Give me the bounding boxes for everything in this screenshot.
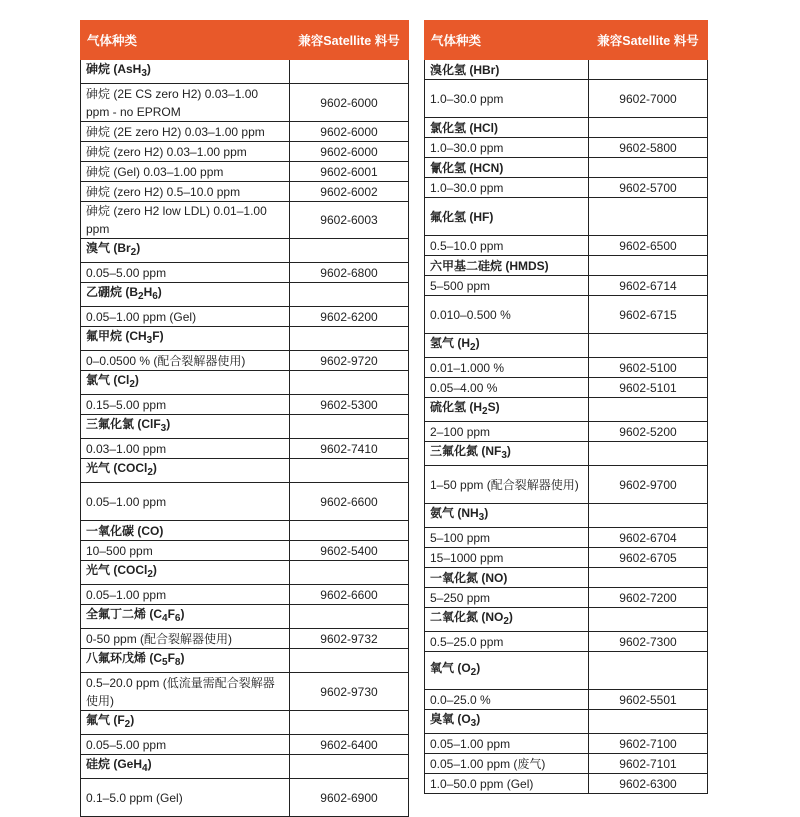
gas-range-cell: 1–50 ppm (配合裂解器使用) bbox=[425, 466, 589, 504]
gas-group-row bbox=[425, 398, 708, 422]
gas-name-cell bbox=[81, 60, 290, 84]
gas-name-cell bbox=[81, 371, 290, 395]
part-number-cell: 9602-7100 bbox=[589, 734, 708, 754]
part-number-cell: 9602-7000 bbox=[589, 80, 708, 118]
part-number-cell: 9602-5101 bbox=[589, 378, 708, 398]
part-number-cell: 9602-6800 bbox=[290, 263, 409, 283]
gas-name-text: 氯气 (Cl bbox=[86, 373, 130, 387]
gas-group-row bbox=[425, 198, 708, 236]
gas-name-cell bbox=[425, 118, 589, 138]
gas-range-row bbox=[81, 84, 409, 122]
gas-range-row bbox=[81, 395, 409, 415]
part-number-cell bbox=[290, 561, 409, 585]
header-gas-type: 气体种类 bbox=[81, 21, 290, 60]
gas-name-text: 硫化氢 (H bbox=[430, 400, 482, 414]
part-number-cell bbox=[290, 711, 409, 735]
gas-range-cell: 1.0–30.0 ppm bbox=[425, 80, 589, 118]
gas-name-text: 氟化氢 (HF) bbox=[430, 209, 494, 224]
gas-range-row bbox=[81, 142, 409, 162]
gas-name-cell bbox=[425, 398, 589, 422]
gas-name-text: H bbox=[143, 285, 153, 299]
gas-name-cell bbox=[81, 521, 290, 541]
gas-range-row bbox=[81, 673, 409, 711]
gas-name-text: 一氧化氮 (NO) bbox=[430, 570, 508, 585]
gas-range-row bbox=[81, 122, 409, 142]
gas-group-row bbox=[81, 649, 409, 673]
gas-range-cell: 1.0–30.0 ppm bbox=[425, 138, 589, 158]
gas-name-text: F bbox=[167, 651, 175, 665]
gas-group-row bbox=[425, 442, 708, 466]
part-number-cell bbox=[589, 60, 708, 80]
part-number-cell bbox=[290, 415, 409, 439]
part-number-cell: 9602-7300 bbox=[589, 632, 708, 652]
gas-group-row bbox=[425, 118, 708, 138]
gas-range-cell: 5–100 ppm bbox=[425, 528, 589, 548]
part-number-cell: 9602-6705 bbox=[589, 548, 708, 568]
part-number-cell: 9602-5800 bbox=[589, 138, 708, 158]
formula-subscript: 4 bbox=[142, 763, 148, 774]
gas-name-text: 砷烷 (AsH bbox=[86, 62, 142, 76]
gas-name-text: 溴化氢 (HBr) bbox=[430, 62, 500, 77]
gas-range-row bbox=[81, 182, 409, 202]
gas-range-cell: 砷烷 (2E zero H2) 0.03–1.00 ppm bbox=[81, 122, 290, 142]
formula-subscript: 2 bbox=[124, 719, 131, 730]
part-number-cell bbox=[290, 239, 409, 263]
gas-name-text: ) bbox=[134, 373, 139, 387]
gas-range-cell: 0.03–1.00 ppm bbox=[81, 439, 290, 459]
gas-range-row bbox=[81, 439, 409, 459]
header-gas-type: 气体种类 bbox=[425, 21, 589, 60]
gas-range-row bbox=[81, 202, 409, 239]
gas-name-text: ) bbox=[166, 417, 171, 431]
formula-subscript: 2 bbox=[138, 291, 144, 302]
gas-range-cell: 0.5–20.0 ppm (低流量需配合裂解器使用) bbox=[81, 673, 290, 711]
part-number-cell: 9602-6000 bbox=[290, 122, 409, 142]
gas-range-row bbox=[81, 162, 409, 182]
gas-name-cell bbox=[81, 711, 290, 735]
gas-range-row bbox=[425, 422, 708, 442]
part-number-cell bbox=[290, 521, 409, 541]
gas-range-cell: 0.010–0.500 % bbox=[425, 296, 589, 334]
gas-range-cell: 0–0.0500 % (配合裂解器使用) bbox=[81, 351, 290, 371]
part-number-cell: 9602-5400 bbox=[290, 541, 409, 561]
part-number-cell bbox=[290, 605, 409, 629]
gas-range-cell: 1.0–50.0 ppm (Gel) bbox=[425, 774, 589, 794]
gas-name-text: ) bbox=[130, 713, 135, 727]
part-number-cell: 9602-6200 bbox=[290, 307, 409, 327]
formula-subscript: 2 bbox=[503, 616, 509, 627]
part-number-cell bbox=[589, 198, 708, 236]
gas-range-row bbox=[425, 528, 708, 548]
gas-range-row bbox=[425, 178, 708, 198]
gas-name-text: 硅烷 (GeH bbox=[86, 757, 143, 771]
gas-name-text: 八氟环戊烯 (C bbox=[86, 651, 162, 665]
part-number-cell: 9602-9720 bbox=[290, 351, 409, 371]
gas-name-cell bbox=[425, 158, 589, 178]
gas-range-cell: 10–500 ppm bbox=[81, 541, 290, 561]
formula-subscript: 2 bbox=[482, 406, 488, 417]
gas-range-cell: 0.05–1.00 ppm bbox=[425, 734, 589, 754]
gas-name-text: ) bbox=[152, 563, 157, 577]
gas-range-row bbox=[81, 307, 409, 327]
gas-name-text: 氟甲烷 (CH bbox=[86, 329, 147, 343]
gas-group-row bbox=[425, 710, 708, 734]
gas-rows-right bbox=[425, 60, 708, 794]
gas-name-text: 氨气 (NH bbox=[430, 506, 479, 520]
gas-name-cell bbox=[81, 415, 290, 439]
gas-range-cell: 0.0–25.0 % bbox=[425, 690, 589, 710]
gas-name-text: 溴气 (Br bbox=[86, 241, 131, 255]
gas-range-row bbox=[425, 378, 708, 398]
gas-table-left bbox=[80, 20, 409, 817]
gas-name-cell bbox=[425, 504, 589, 528]
gas-group-row bbox=[81, 561, 409, 585]
gas-range-cell: 1.0–30.0 ppm bbox=[425, 178, 589, 198]
gas-name-text: 光气 (COCl bbox=[86, 461, 148, 475]
part-number-cell bbox=[589, 608, 708, 632]
gas-name-cell bbox=[425, 652, 589, 690]
gas-range-cell: 0.05–1.00 ppm (Gel) bbox=[81, 307, 290, 327]
gas-name-cell bbox=[81, 459, 290, 483]
part-number-cell: 9602-5100 bbox=[589, 358, 708, 378]
part-number-cell: 9602-6001 bbox=[290, 162, 409, 182]
gas-name-cell bbox=[81, 239, 290, 263]
gas-range-row bbox=[425, 276, 708, 296]
gas-table-right bbox=[424, 20, 708, 794]
gas-name-text: 氢气 (H bbox=[430, 336, 470, 350]
part-number-cell: 9602-9700 bbox=[589, 466, 708, 504]
gas-name-cell bbox=[81, 605, 290, 629]
gas-range-cell: 0.05–5.00 ppm bbox=[81, 735, 290, 755]
part-number-cell bbox=[589, 652, 708, 690]
gas-name-cell bbox=[81, 327, 290, 351]
part-number-cell: 9602-6714 bbox=[589, 276, 708, 296]
part-number-cell bbox=[290, 371, 409, 395]
gas-range-cell: 0.1–5.0 ppm (Gel) bbox=[81, 779, 290, 817]
gas-range-cell: 0.05–5.00 ppm bbox=[81, 263, 290, 283]
gas-name-text: 三氟化氮 (NF bbox=[430, 444, 502, 458]
gas-name-text: 乙硼烷 (B bbox=[86, 285, 138, 299]
gas-group-row bbox=[81, 755, 409, 779]
gas-group-row bbox=[81, 283, 409, 307]
part-number-cell: 9602-6900 bbox=[290, 779, 409, 817]
formula-subscript: 6 bbox=[152, 291, 158, 302]
formula-subscript: 8 bbox=[174, 657, 181, 668]
gas-range-row bbox=[81, 779, 409, 817]
gas-group-row bbox=[81, 605, 409, 629]
gas-name-text: 二氧化氮 (NO bbox=[430, 610, 504, 624]
gas-group-row bbox=[81, 521, 409, 541]
formula-subscript: 2 bbox=[147, 467, 153, 478]
gas-group-row bbox=[425, 652, 708, 690]
part-number-cell: 9602-7101 bbox=[589, 754, 708, 774]
gas-name-text: ) bbox=[476, 661, 481, 675]
gas-range-row bbox=[81, 351, 409, 371]
gas-name-cell bbox=[81, 755, 290, 779]
gas-range-row bbox=[425, 774, 708, 794]
gas-range-cell: 砷烷 (zero H2) 0.03–1.00 ppm bbox=[81, 142, 290, 162]
gas-group-row bbox=[425, 60, 708, 80]
table-header-row bbox=[425, 21, 708, 60]
gas-range-row bbox=[425, 296, 708, 334]
part-number-cell bbox=[290, 755, 409, 779]
part-number-cell: 9602-5700 bbox=[589, 178, 708, 198]
gas-name-text: S) bbox=[487, 400, 500, 414]
part-number-cell: 9602-5300 bbox=[290, 395, 409, 415]
gas-range-cell: 砷烷 (zero H2 low LDL) 0.01–1.00 ppm bbox=[81, 202, 290, 239]
part-number-cell: 9602-7410 bbox=[290, 439, 409, 459]
formula-subscript: 2 bbox=[129, 379, 135, 390]
gas-name-text: 氯化氢 (HCl) bbox=[430, 120, 498, 135]
gas-range-row bbox=[425, 138, 708, 158]
header-part-number: 兼容Satellite 料号 bbox=[589, 21, 708, 60]
gas-name-text: ) bbox=[152, 461, 157, 475]
part-number-cell bbox=[589, 398, 708, 422]
formula-subscript: 3 bbox=[478, 512, 485, 523]
gas-group-row bbox=[81, 60, 409, 84]
gas-name-text: 全氟丁二烯 (C bbox=[86, 607, 162, 621]
gas-name-text: ) bbox=[506, 444, 511, 458]
gas-range-row bbox=[81, 585, 409, 605]
part-number-cell bbox=[589, 158, 708, 178]
part-number-cell: 9602-6600 bbox=[290, 585, 409, 605]
gas-range-cell: 0.05–4.00 % bbox=[425, 378, 589, 398]
part-number-cell: 9602-6715 bbox=[589, 296, 708, 334]
gas-group-row bbox=[425, 334, 708, 358]
part-number-cell: 9602-6000 bbox=[290, 84, 409, 122]
gas-group-row bbox=[81, 711, 409, 735]
gas-group-row bbox=[81, 415, 409, 439]
gas-range-cell: 砷烷 (2E CS zero H2) 0.03–1.00 ppm - no EPROM bbox=[81, 84, 290, 122]
gas-group-row bbox=[81, 239, 409, 263]
gas-range-row bbox=[425, 690, 708, 710]
gas-name-cell bbox=[425, 334, 589, 358]
part-number-cell bbox=[290, 327, 409, 351]
table-header-row bbox=[81, 21, 409, 60]
gas-name-text: 六甲基二硅烷 (HMDS) bbox=[430, 258, 549, 273]
gas-rows-left bbox=[81, 60, 409, 817]
gas-name-text: ) bbox=[180, 651, 185, 665]
formula-subscript: 2 bbox=[130, 247, 137, 258]
part-number-cell bbox=[290, 60, 409, 84]
formula-subscript: 3 bbox=[160, 423, 167, 434]
gas-range-row bbox=[425, 734, 708, 754]
part-number-cell bbox=[290, 283, 409, 307]
gas-range-row bbox=[81, 541, 409, 561]
header-part-number: 兼容Satellite 料号 bbox=[290, 21, 409, 60]
part-number-cell: 9602-6000 bbox=[290, 142, 409, 162]
gas-name-text: ) bbox=[147, 757, 152, 771]
gas-range-row bbox=[425, 588, 708, 608]
gas-group-row bbox=[425, 504, 708, 528]
gas-range-cell: 0.5–10.0 ppm bbox=[425, 236, 589, 256]
gas-name-text: 氟气 (F bbox=[86, 713, 125, 727]
formula-subscript: 3 bbox=[501, 450, 507, 461]
gas-range-row bbox=[81, 735, 409, 755]
part-number-cell bbox=[589, 568, 708, 588]
gas-range-row bbox=[425, 80, 708, 118]
gas-name-text: ) bbox=[157, 285, 162, 299]
gas-group-row bbox=[425, 608, 708, 632]
part-number-cell: 9602-7200 bbox=[589, 588, 708, 608]
formula-subscript: 4 bbox=[162, 613, 168, 624]
gas-name-cell bbox=[425, 198, 589, 236]
part-number-cell: 9602-6500 bbox=[589, 236, 708, 256]
gas-range-cell: 0.5–25.0 ppm bbox=[425, 632, 589, 652]
gas-name-text: ) bbox=[180, 607, 185, 621]
part-number-cell: 9602-9730 bbox=[290, 673, 409, 711]
part-number-cell: 9602-5200 bbox=[589, 422, 708, 442]
gas-range-row bbox=[425, 754, 708, 774]
part-number-cell bbox=[589, 118, 708, 138]
gas-range-cell: 0.15–5.00 ppm bbox=[81, 395, 290, 415]
gas-name-cell bbox=[425, 256, 589, 276]
gas-group-row bbox=[81, 327, 409, 351]
gas-name-cell bbox=[81, 649, 290, 673]
gas-range-cell: 5–500 ppm bbox=[425, 276, 589, 296]
gas-range-cell: 5–250 ppm bbox=[425, 588, 589, 608]
formula-subscript: 2 bbox=[470, 342, 476, 353]
gas-range-cell: 0-50 ppm (配合裂解器使用) bbox=[81, 629, 290, 649]
gas-name-cell bbox=[81, 283, 290, 307]
formula-subscript: 3 bbox=[146, 335, 153, 346]
formula-subscript: 3 bbox=[470, 718, 477, 729]
gas-name-text: 氧气 (O bbox=[430, 661, 471, 675]
gas-name-text: 氰化氢 (HCN) bbox=[430, 160, 504, 175]
part-number-cell: 9602-6704 bbox=[589, 528, 708, 548]
gas-name-text: ) bbox=[136, 241, 141, 255]
gas-range-row bbox=[81, 629, 409, 649]
part-number-cell: 9602-6600 bbox=[290, 483, 409, 521]
gas-range-cell: 0.05–1.00 ppm bbox=[81, 585, 290, 605]
gas-range-row bbox=[425, 236, 708, 256]
gas-name-text: ) bbox=[146, 62, 151, 76]
part-number-cell bbox=[290, 649, 409, 673]
part-number-cell bbox=[589, 504, 708, 528]
part-number-cell: 9602-6400 bbox=[290, 735, 409, 755]
part-number-cell: 9602-6002 bbox=[290, 182, 409, 202]
part-number-cell: 9602-9732 bbox=[290, 629, 409, 649]
gas-range-row bbox=[425, 548, 708, 568]
part-number-cell bbox=[589, 334, 708, 358]
gas-range-cell: 砷烷 (zero H2) 0.5–10.0 ppm bbox=[81, 182, 290, 202]
gas-name-cell bbox=[425, 568, 589, 588]
gas-name-cell bbox=[425, 710, 589, 734]
gas-range-cell: 砷烷 (Gel) 0.03–1.00 ppm bbox=[81, 162, 290, 182]
gas-range-cell: 0.05–1.00 ppm (废气) bbox=[425, 754, 589, 774]
part-number-cell: 9602-6003 bbox=[290, 202, 409, 239]
gas-name-cell bbox=[425, 60, 589, 80]
gas-range-row bbox=[81, 483, 409, 521]
formula-subscript: 2 bbox=[470, 667, 477, 678]
gas-name-cell bbox=[81, 561, 290, 585]
gas-range-cell: 0.01–1.000 % bbox=[425, 358, 589, 378]
part-number-cell bbox=[290, 459, 409, 483]
gas-group-row bbox=[425, 158, 708, 178]
gas-name-text: 臭氧 (O bbox=[430, 712, 471, 726]
gas-group-row bbox=[81, 459, 409, 483]
gas-name-text: 三氟化氯 (ClF bbox=[86, 417, 161, 431]
gas-range-row bbox=[81, 263, 409, 283]
gas-group-row bbox=[425, 568, 708, 588]
formula-subscript: 2 bbox=[147, 569, 153, 580]
gas-group-row bbox=[81, 371, 409, 395]
gas-range-cell: 0.05–1.00 ppm bbox=[81, 483, 290, 521]
gas-name-cell bbox=[425, 608, 589, 632]
part-number-cell: 9602-6300 bbox=[589, 774, 708, 794]
formula-subscript: 3 bbox=[141, 68, 147, 79]
gas-range-row bbox=[425, 358, 708, 378]
formula-subscript: 5 bbox=[162, 657, 168, 668]
gas-group-row bbox=[425, 256, 708, 276]
gas-name-text: F) bbox=[152, 329, 164, 343]
gas-name-text: ) bbox=[476, 712, 481, 726]
gas-range-row bbox=[425, 632, 708, 652]
gas-name-text: 光气 (COCl bbox=[86, 563, 148, 577]
part-number-cell bbox=[589, 442, 708, 466]
formula-subscript: 6 bbox=[174, 613, 181, 624]
part-number-cell bbox=[589, 710, 708, 734]
part-number-cell bbox=[589, 256, 708, 276]
gas-range-row bbox=[425, 466, 708, 504]
gas-name-text: 一氧化碳 (CO) bbox=[86, 523, 164, 538]
gas-name-text: F bbox=[167, 607, 175, 621]
gas-name-cell bbox=[425, 442, 589, 466]
gas-name-text: ) bbox=[484, 506, 489, 520]
gas-range-cell: 15–1000 ppm bbox=[425, 548, 589, 568]
gas-range-cell: 2–100 ppm bbox=[425, 422, 589, 442]
gas-name-text: ) bbox=[508, 610, 513, 624]
part-number-cell: 9602-5501 bbox=[589, 690, 708, 710]
gas-name-text: ) bbox=[475, 336, 480, 350]
